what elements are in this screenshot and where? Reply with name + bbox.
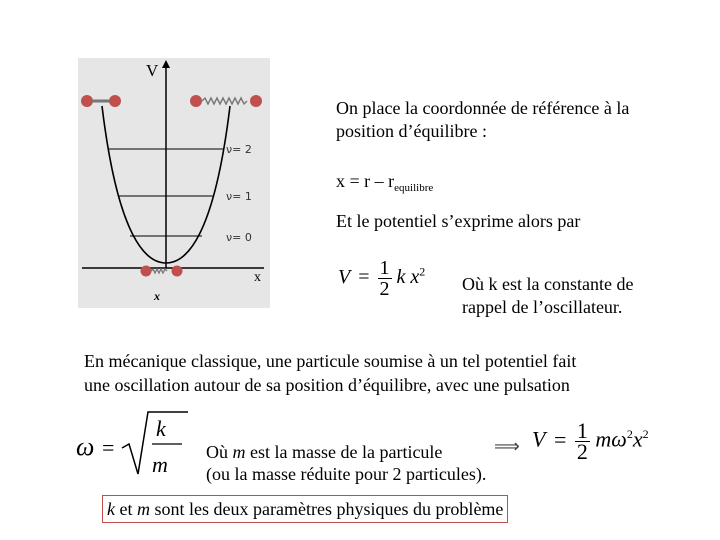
- formula2-equals: =: [553, 426, 567, 452]
- formula2-v: V: [532, 426, 546, 452]
- formula-k: k: [396, 266, 406, 289]
- formula2-omega: ω: [611, 426, 627, 452]
- formula-x: x: [410, 266, 420, 289]
- formula2-half-num: 1: [576, 418, 588, 443]
- formula-omega: ω: [76, 432, 95, 461]
- formula-omega-equals: =: [102, 435, 115, 460]
- formula-half-num: 1: [379, 257, 390, 279]
- implies-arrow: ⟹: [494, 436, 520, 457]
- formula-half-den: 2: [379, 278, 390, 300]
- formula2-x-square: 2: [642, 427, 649, 442]
- axis-label-x-bold: x: [154, 289, 160, 303]
- level-label-1: ν= 1: [226, 190, 252, 203]
- mass-note-rest: est la masse de la particule: [245, 442, 443, 462]
- axis-label-v: V: [146, 61, 159, 80]
- formula-v: V: [338, 266, 351, 289]
- formula-x-square: 2: [419, 264, 426, 279]
- mass-note-prefix: Où: [206, 442, 233, 462]
- classical-line-1: En mécanique classique, une particule soumise à un tel potentiel fait: [84, 351, 577, 371]
- potential-well-diagram: [78, 58, 270, 308]
- box-m: m: [137, 499, 150, 519]
- intro-line-1: On place la coordonnée de référence à la: [336, 98, 630, 118]
- formula2-half: [575, 418, 590, 464]
- formula-half: [378, 258, 392, 299]
- parameters-box: [102, 495, 508, 523]
- formula2-omega-square: 2: [626, 427, 633, 442]
- formula-equals: =: [358, 266, 370, 289]
- mass-note-m: m: [232, 442, 246, 462]
- potential-intro: Et le potentiel s’exprime alors par: [336, 211, 581, 231]
- sqrt-m: m: [152, 452, 168, 477]
- potential-formula: [338, 258, 425, 299]
- displacement-equation-main: x = r – r: [336, 171, 395, 191]
- mass-note-line-1: [206, 441, 442, 463]
- axis-label-x: x: [254, 270, 261, 285]
- formula2-half-den: 2: [576, 439, 588, 464]
- intro-line-2: position d’équilibre :: [336, 121, 487, 141]
- constant-note-line-2: rappel de l’oscillateur.: [462, 297, 623, 317]
- level-label-2: ν= 2: [226, 143, 252, 156]
- formula2-m: m: [595, 426, 612, 452]
- formula2-x: x: [632, 426, 643, 452]
- level-label-0: ν= 0: [226, 231, 252, 244]
- displacement-equation-subscript: equilibre: [394, 182, 434, 194]
- potential-formula-omega: [532, 418, 649, 464]
- box-and: et: [115, 499, 137, 519]
- pulsation-formula: [74, 408, 190, 482]
- mass-note-line-2: (ou la masse réduite pour 2 particules).: [206, 464, 487, 484]
- classical-line-2: une oscillation autour de sa position d’équilibre, avec une pulsation: [84, 375, 570, 395]
- displacement-equation: [336, 170, 433, 199]
- box-rest: sont les deux paramètres physiques du problème: [150, 499, 504, 519]
- constant-note-line-1: Où k est la constante de: [462, 274, 634, 294]
- box-k: k: [107, 499, 115, 519]
- sqrt-k: k: [156, 416, 166, 441]
